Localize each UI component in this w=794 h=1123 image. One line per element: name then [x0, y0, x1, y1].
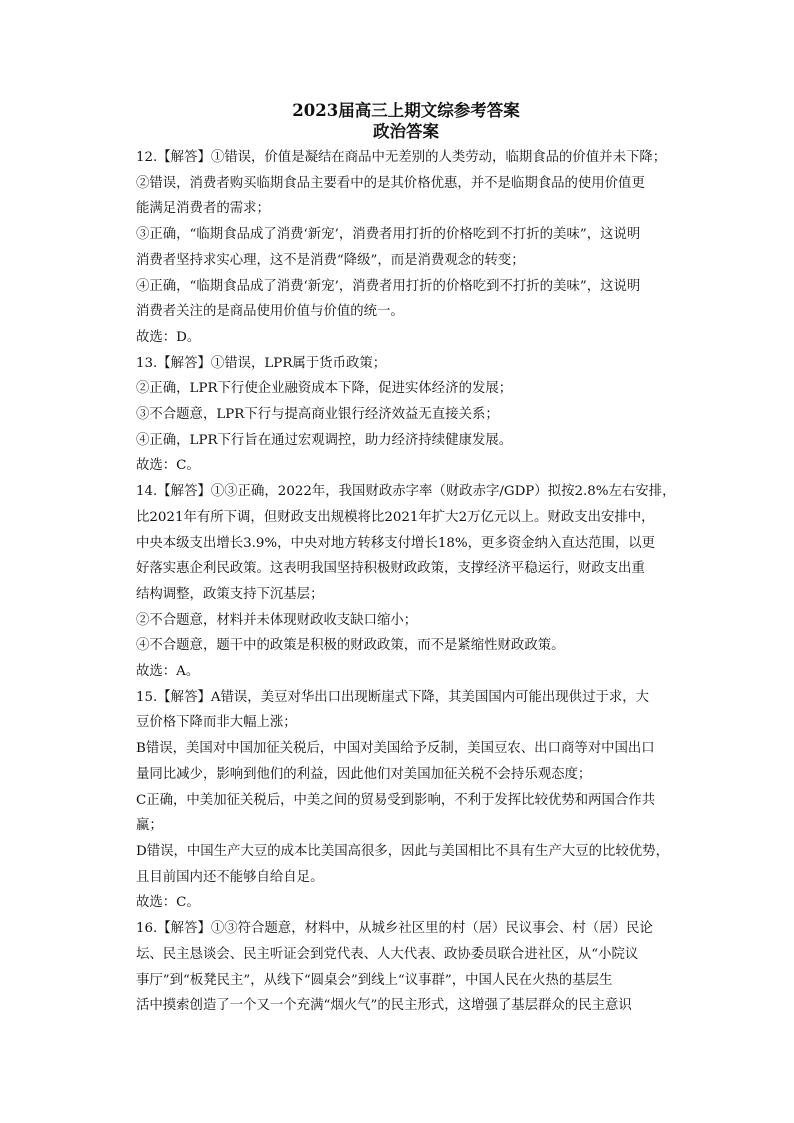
text-line: 16.【解答】①③符合题意，材料中，从城乡社区里的村（居）民议事会、村（居）民论: [136, 921, 653, 937]
document-title: 2023届高三上期文综参考答案: [292, 101, 520, 120]
text-line: ④不合题意，题干中的政策是积极的财政政策，而不是紧缩性财政政策。: [136, 638, 565, 654]
text-line: 活中摸索创造了一个又一个充满“烟火气”的民主形式，这增强了基层群众的民主意识: [136, 998, 632, 1014]
text-line: 12.【解答】①错误，价值是凝结在商品中无差别的人类劳动，临期食品的价值并未下降；: [136, 150, 667, 165]
answer-choice: 故选：D。: [136, 329, 201, 345]
text-line: ③不合题意，LPR下行与提高商业银行经济效益无直接关系；: [136, 407, 499, 423]
text-line: ④正确，“临期食品成了消费‘新宠’，消费者用打折的价格吃到不打折的美味”，这说明: [136, 278, 641, 294]
text-line: ③正确，“临期食品成了消费‘新宠’，消费者用打折的价格吃到不打折的美味”，这说明: [136, 227, 641, 243]
answer-choice: 故选：C。: [136, 895, 200, 911]
answer-body: [136, 145, 676, 1019]
text-line: D错误，中国生产大豆的成本比美国高很多，因此与美国相比不具有生产大豆的比较优势，: [136, 843, 669, 859]
text-line: 13.【解答】①错误，LPR属于货币政策；: [136, 355, 387, 371]
text-line: B错误，美国对中国加征关税后，中国对美国给予反制，美国豆农、出口商等对中国出口: [136, 741, 655, 757]
text-line: 事厅”到“板凳民主”，从线下“圆桌会”到线上“议事群”，中国人民在火热的基层生: [136, 972, 613, 988]
text-line: 15.【解答】A错误，美豆对华出口出现断崖式下降，其美国国内可能出现供过于求，大: [136, 689, 650, 705]
text-line: 豆价格下降而非大幅上涨；: [136, 715, 297, 731]
text-line: ②正确，LPR下行使企业融资成本下降，促进实体经济的发展；: [136, 381, 513, 397]
document-subtitle: 政治答案: [373, 122, 439, 141]
text-line: 赢；: [136, 818, 163, 834]
answer-choice: 故选：C。: [136, 458, 200, 474]
text-line: ④正确，LPR下行旨在通过宏观调控，助力经济持续健康发展。: [136, 432, 513, 448]
text-line: 消费者关注的是商品使用价值与价值的统一。: [136, 304, 404, 320]
answer-choice: 故选：A。: [136, 664, 200, 680]
text-line: 坛、民主恳谈会、民主听证会到党代表、人大代表、政协委员联合进社区，从“小院议: [136, 946, 639, 962]
text-line: 比2021年有所下调，但财政支出规模将比2021年扩大2万亿元以上。财政支出安排中，: [136, 509, 655, 525]
text-line: 且目前国内还不能够自给自足。: [136, 869, 324, 885]
text-line: C正确，中美加征关税后，中美之间的贸易受到影响，不利于发挥比较优势和两国合作共: [136, 792, 656, 808]
text-line: ②不合题意，材料并未体现财政收支缺口缩小；: [136, 612, 418, 628]
text-line: 14.【解答】①③正确，2022年，我国财政赤字率（财政赤字/GDP）拟按2.8%左右安排，: [136, 484, 676, 500]
text-line: 能满足消费者的需求；: [136, 201, 270, 217]
text-line: 消费者坚持求实心理，这不是消费“降级”，而是消费观念的转变；: [136, 252, 525, 268]
text-line: 量同比减少，影响到他们的利益，因此他们对美国加征关税不会持乐观态度；: [136, 766, 592, 782]
text-line: 结构调整，政策支持下沉基层；: [136, 586, 324, 602]
text-line: 好落实惠企利民政策。这表明我国坚持积极财政政策，支撑经济平稳运行，财政支出重: [136, 561, 645, 577]
text-line: 中央本级支出增长3.9%，中央对地方转移支付增长18%，更多资金纳入直达范围，以更: [136, 535, 656, 551]
text-line: ②错误，消费者购买临期食品主要看中的是其价格优惠，并不是临期食品的使用价值更: [136, 175, 645, 191]
answer-document: [136, 100, 676, 1019]
